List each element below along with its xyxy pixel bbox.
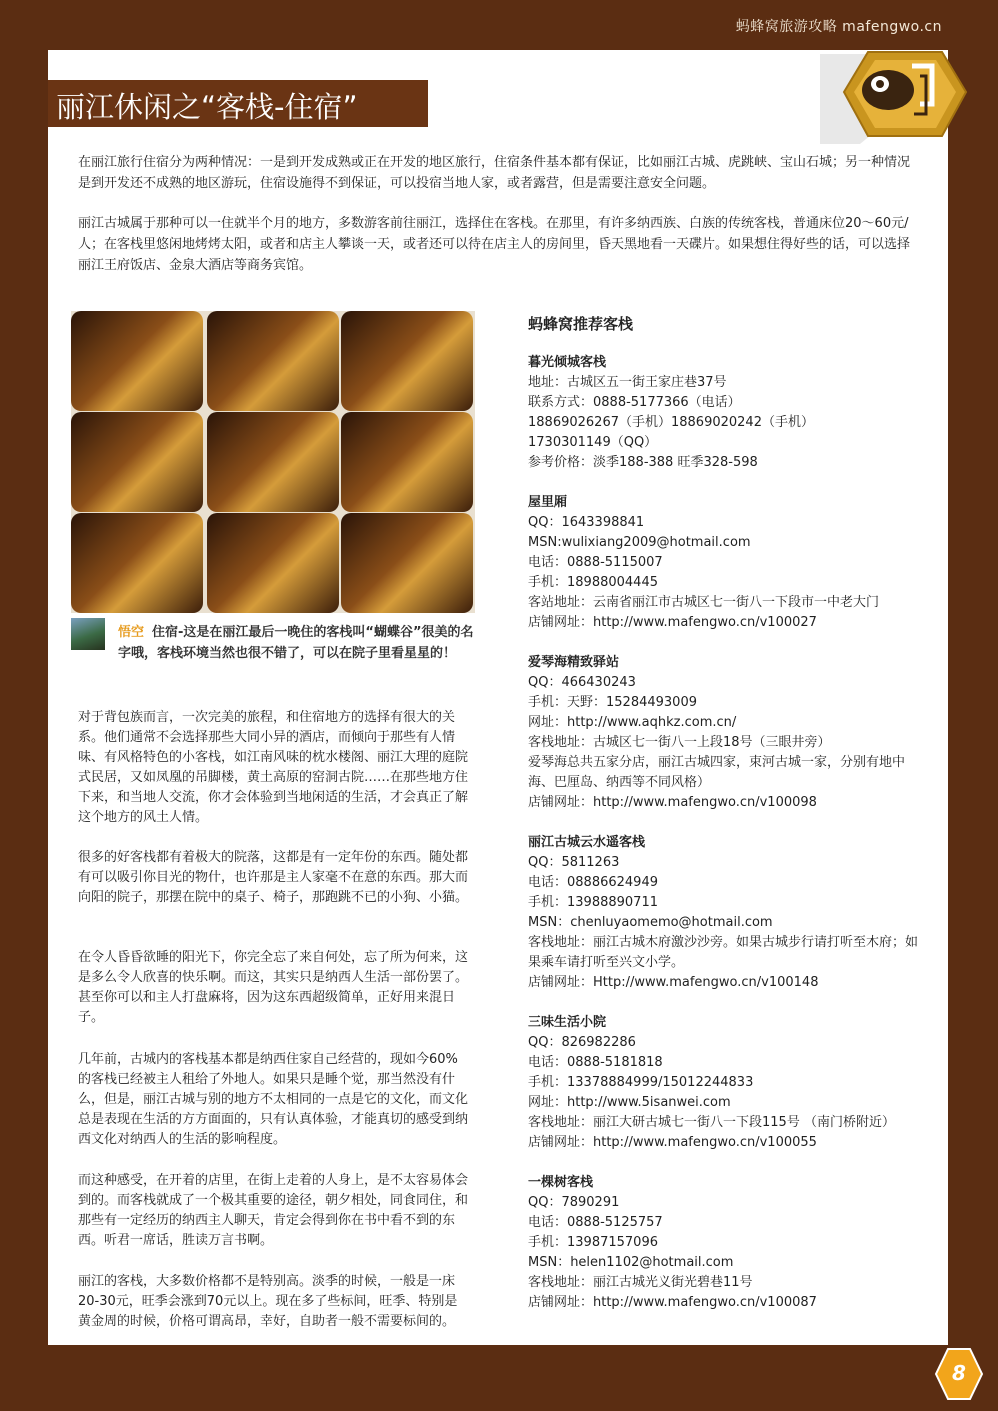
hotel-name: 屋里厢 [528,495,568,510]
body-paragraph-6: 丽江的客栈，大多数价格都不是特别高。淡季的时候，一般是一床20-30元，旺季会涨到70元以上。现在多了些标间，旺季、特别是黄金周的时候，价格可谓高昂，幸好，自助者一般不需要标间的。 [78,1274,458,1329]
hotel-detail: 电话：0888-5181818 [528,1055,663,1070]
hotel-entry [528,833,928,993]
body-paragraph-4: 几年前，古城内的客栈基本都是纳西住家自己经营的，现如今60%的客栈已经被主人租给了外地人。如果只是睡个觉，那当然没有什么，但是，丽江古城与别的地方不太相同的一点是它的文化，而文化总是表现在生活的方方面面的，只有认真体验，才能真切的感受到纳西文化对纳西人的生活的影响程度。 [78,1052,469,1147]
photo-caption [118,622,476,664]
hotel-link[interactable]: 店铺网址：http://www.mafengwo.cn/v100055 [528,1135,817,1150]
body-paragraph-3: 在令人昏昏欲睡的阳光下，你完全忘了来自何处，忘了所为何来，这是多么令人欣喜的快乐啊。而这，其实只是纳西人生活一部份罢了。甚至你可以和主人打盘麻将，因为这东西超级简单，正好用来混日子。 [78,950,469,1025]
hotel-detail: 手机：13988890711 [528,895,658,910]
hotel-name: 一棵树客栈 [528,1175,594,1190]
hotel-link[interactable]: 店铺网址：Http://www.mafengwo.cn/v100148 [528,975,819,990]
hotel-detail: 客栈地址：丽江大研古城七一街八一下段115号 （南门桥附近） [528,1115,895,1130]
photo-3 [341,311,473,411]
hotel-detail: QQ：466430243 [528,675,636,690]
hotel-detail: 1730301149（QQ） [528,435,658,450]
caption-author[interactable]: 悟空 [118,625,145,640]
page-number-badge [934,1347,984,1401]
photo-6 [341,412,473,512]
hotel-link[interactable]: 店铺网址：http://www.mafengwo.cn/v100027 [528,615,817,630]
page-number: 8 [952,1361,966,1385]
photo-2 [207,311,339,411]
hotel-name: 三味生活小院 [528,1015,607,1030]
photo-4 [71,412,203,512]
hotel-name: 爱琴海精致驿站 [528,655,620,670]
photo-1 [71,311,203,411]
hotel-list [528,353,928,1313]
hotel-detail: 客栈地址：古城区七一街八一上段18号（三眼井旁） [528,735,831,750]
hotel-detail: 地址：古城区五一街王家庄巷37号 [528,375,727,390]
hotel-detail: 电话：0888-5125757 [528,1215,663,1230]
hotel-detail: 参考价格：淡季188-388 旺季328-598 [528,455,758,470]
body-paragraph-5: 而这种感受，在开着的店里，在街上走着的人身上，是不太容易体会到的。而客栈就成了一个极其重要的途径，朝夕相处，同食同住，和那些有一定经历的纳西主人聊天，肯定会得到你在书中看不到的东西。听君一席话，胜读万言书啊。 [78,1173,469,1248]
avatar [71,618,105,650]
title-bar [48,80,428,127]
hotel-detail: QQ：826982286 [528,1035,636,1050]
hotel-detail: QQ：5811263 [528,855,620,870]
recommend-section [528,313,928,1333]
photo-9 [341,513,473,613]
recommend-heading: 蚂蜂窝推荐客栈 [528,315,634,333]
hotel-detail: 手机：13378884999/15012244833 [528,1075,754,1090]
hotel-detail: MSN：helen1102@hotmail.com [528,1255,734,1270]
hotel-detail: MSN：chenluyaomemo@hotmail.com [528,915,773,930]
hotel-detail: 爱琴海总共五家分店，丽江古城四家，束河古城一家，分别有地中海、巴厘岛、纳西等不同风格） [528,755,906,790]
hotel-detail: 18869026267（手机）18869020242（手机） [528,415,814,430]
hotel-detail: 客栈地址：丽江古城木府激沙沙旁。如果古城步行请打听至木府；如果乘车请打听至兴文小学。 [528,935,919,970]
hotel-link[interactable]: 店铺网址：http://www.mafengwo.cn/v100098 [528,795,817,810]
hotel-entry [528,353,928,473]
body-paragraph-1: 对于背包族而言，一次完美的旅程，和住宿地方的选择有很大的关系。他们通常不会选择那些大同小异的酒店，而倾向于那些有人情味、有风格特色的小客栈，如江南风味的枕水楼阁、丽江大理的庭院式民居，又如凤凰的吊脚楼，黄土高原的窑洞古院……在那些地方住下来，和当地人交流，你才会体验到当地闲适的生活，才会真正了解这个地方的风土人情。 [78,710,469,825]
hotel-name: 暮光倾城客栈 [528,355,607,370]
hotel-detail: QQ：7890291 [528,1195,620,1210]
brand-header: 蚂蜂窝旅游攻略 mafengwo.cn [735,19,942,35]
photo-5 [207,412,339,512]
hotel-link[interactable]: 店铺网址：http://www.mafengwo.cn/v100087 [528,1295,817,1310]
hotel-detail: 手机：18988004445 [528,575,658,590]
hotel-detail: 联系方式：0888-5177366（电话） [528,395,741,410]
body-paragraph-2: 很多的好客栈都有着极大的院落，这都是有一定年份的东西。随处都有可以吸引你目光的物什，也许那是主人家毫不在意的东西。那大而向阳的院子，那摆在院中的桌子、椅子，那跑跳不已的小狗、小猫。 [78,850,469,905]
hotel-detail: 手机：天野：15284493009 [528,695,697,710]
hotel-name: 丽江古城云水遥客栈 [528,835,646,850]
caption-text: 住宿-这是在丽江最后一晚住的客栈叫“蝴蝶谷”很美的名字哦，客栈环境当然也很不错了，可以在院子里看星星的！ [118,625,474,661]
hotel-detail: 客站地址：云南省丽江市古城区七一街八一下段市一中老大门 [528,595,880,610]
hotel-entry [528,1013,928,1153]
hotel-detail: 电话：0888-5115007 [528,555,663,570]
hotel-entry [528,1173,928,1313]
photo-collage [71,311,475,613]
hotel-entry [528,653,928,813]
hotel-detail: 客栈地址：丽江古城光义街光碧巷11号 [528,1275,753,1290]
mafengwo-logo-icon [820,44,970,144]
hotel-link[interactable]: 网址：http://www.5isanwei.com [528,1095,731,1110]
photo-7 [71,513,203,613]
hotel-detail: 手机：13987157096 [528,1235,658,1250]
hotel-detail: QQ：1643398841 [528,515,645,530]
hotel-entry [528,493,928,633]
intro-paragraph-2: 丽江古城属于那种可以一住就半个月的地方，多数游客前往丽江，选择住在客栈。在那里，有许多纳西族、白族的传统客栈，普通床位20～60元/人；在客栈里悠闲地烤烤太阳，或者和店主人攀谈一天，或者还可以待在店主人的房间里，昏天黑地看一天碟片。如果想住得好些的话，可以选择丽江王府饭店、金泉大酒店等商务宾馆。 [78,216,911,273]
page-title: 丽江休闲之“客栈-住宿” [56,90,358,124]
hotel-detail: 电话：08886624949 [528,875,658,890]
intro-paragraph-1: 在丽江旅行住宿分为两种情况：一是到开发成熟或正在开发的地区旅行，住宿条件基本都有保证，比如丽江古城、虎跳峡、宝山石城；另一种情况是到开发还不成熟的地区游玩，住宿设施得不到保证，可以投宿当地人家，或者露营，但是需要注意安全问题。 [78,155,911,191]
hotel-detail: MSN:wulixiang2009@hotmail.com [528,535,751,550]
photo-8 [207,513,339,613]
hotel-link[interactable]: 网址：http://www.aqhkz.com.cn/ [528,715,737,730]
